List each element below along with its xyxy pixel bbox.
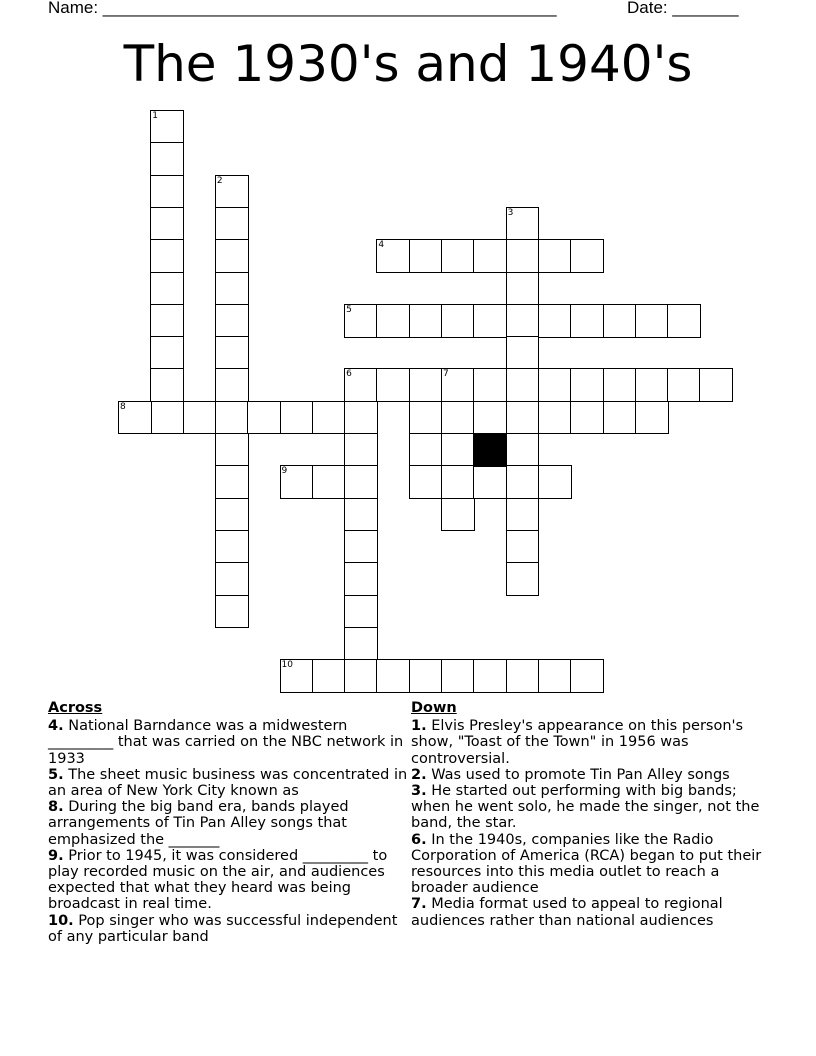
grid-cell[interactable]	[215, 465, 249, 499]
grid-cell[interactable]	[635, 368, 669, 402]
grid-cell[interactable]	[344, 401, 378, 435]
grid-cell[interactable]	[409, 304, 443, 338]
grid-cell[interactable]	[538, 401, 572, 435]
clue-number: 2	[216, 175, 223, 186]
grid-cell[interactable]	[150, 239, 184, 273]
grid-cell[interactable]	[150, 336, 184, 370]
grid-cell[interactable]	[538, 659, 572, 693]
grid-cell[interactable]	[538, 304, 572, 338]
grid-cell[interactable]	[215, 272, 249, 306]
grid-cell[interactable]	[473, 368, 507, 402]
grid-cell[interactable]	[344, 595, 378, 629]
grid-cell[interactable]	[441, 304, 475, 338]
grid-cell[interactable]	[376, 368, 410, 402]
grid-cell[interactable]	[118, 401, 152, 435]
clue-text: Elvis Presley's appearance on this person's show, "Toast of the Town" in 1956 was controversial.	[411, 718, 744, 767]
grid-cell[interactable]	[506, 368, 540, 402]
grid-cell[interactable]	[603, 401, 637, 435]
grid-cell[interactable]	[506, 207, 540, 241]
clue-label: 4.	[48, 718, 64, 735]
down-clue	[411, 783, 776, 832]
down-clue	[411, 767, 776, 783]
grid-cell[interactable]	[441, 368, 475, 402]
grid-cell[interactable]	[280, 659, 314, 693]
down-heading: Down	[411, 700, 457, 716]
grid-cell[interactable]	[215, 207, 249, 241]
clue-number: 4	[378, 240, 385, 251]
grid-cell[interactable]	[473, 304, 507, 338]
grid-cell[interactable]	[506, 272, 540, 306]
clue-text: National Barndance was a midwestern _________ that was carried on the NBC network in 1933	[48, 718, 404, 767]
grid-cell[interactable]	[570, 239, 604, 273]
grid-cell[interactable]	[603, 368, 637, 402]
grid-cell[interactable]	[409, 401, 443, 435]
across-clue	[48, 718, 410, 767]
grid-cell[interactable]	[280, 401, 314, 435]
grid-cell[interactable]	[344, 659, 378, 693]
grid-cell[interactable]	[570, 659, 604, 693]
grid-cell[interactable]	[441, 465, 475, 499]
grid-cell[interactable]	[376, 659, 410, 693]
clue-label: 5.	[48, 766, 64, 783]
clue-text: The sheet music business was concentrated in an area of New York City known as	[48, 766, 408, 800]
clue-label: 10.	[48, 912, 74, 929]
grid-cell[interactable]	[409, 659, 443, 693]
clue-text: Prior to 1945, it was considered _________ to play recorded music on the air, and audiences expected that what they heard was being broadcast in real time.	[48, 847, 388, 913]
grid-cell[interactable]	[150, 272, 184, 306]
grid-cell[interactable]	[506, 336, 540, 370]
clue-number: 5	[346, 304, 352, 315]
grid-cell[interactable]	[409, 465, 443, 499]
grid-cell[interactable]	[441, 239, 475, 273]
clue-number: 8	[120, 401, 126, 412]
grid-cell[interactable]	[150, 110, 184, 144]
clue-text: During the big band era, bands played arrangements of Tin Pan Alley songs that emphasized the _______	[48, 799, 349, 848]
clue-label: 2.	[411, 766, 427, 783]
date-field[interactable]: Date: _______	[627, 0, 739, 17]
grid-cell[interactable]	[312, 465, 346, 499]
name-field[interactable]: Name: ________________________________________________	[48, 0, 557, 17]
clue-label: 7.	[411, 896, 427, 913]
grid-cell[interactable]	[506, 530, 540, 564]
clue-text: He started out performing with big bands; when he went solo, he made the singer, not the band, the star.	[411, 783, 760, 832]
grid-cell[interactable]	[409, 433, 443, 467]
grid-cell[interactable]	[150, 175, 184, 209]
clue-text: Pop singer who was successful independent of any particular band	[48, 912, 398, 945]
across-heading: Across	[48, 700, 103, 716]
grid-cell[interactable]	[441, 498, 475, 532]
across-clue	[48, 767, 410, 799]
across-clue	[48, 913, 410, 945]
down-clues	[411, 700, 776, 929]
grid-cell[interactable]	[635, 304, 669, 338]
clue-text: Was used to promote Tin Pan Alley songs	[426, 766, 730, 783]
clue-label: 9.	[48, 847, 64, 864]
grid-cell[interactable]	[473, 401, 507, 435]
clue-number: 7	[443, 369, 449, 380]
grid-cell[interactable]	[506, 498, 540, 532]
grid-cell[interactable]	[344, 433, 378, 467]
page-title: The 1930's and 1940's	[123, 35, 693, 93]
grid-cell[interactable]	[506, 465, 540, 499]
clue-number: 1	[152, 111, 159, 121]
grid-cell[interactable]	[344, 368, 378, 402]
grid-cell[interactable]	[215, 401, 249, 435]
grid-cell[interactable]	[506, 304, 540, 338]
grid-cell[interactable]	[344, 498, 378, 532]
grid-cell[interactable]	[344, 304, 378, 338]
grid-cell[interactable]	[506, 659, 540, 693]
grid-cell[interactable]	[344, 465, 378, 499]
clue-text: In the 1940s, companies like the Radio Corporation of America (RCA) began to put their resources into this media outlet to reach a broader audience	[411, 831, 762, 897]
across-clue	[48, 799, 410, 848]
clue-number: 9	[281, 466, 288, 477]
grid-cell[interactable]	[570, 368, 604, 402]
grid-cell[interactable]	[409, 239, 443, 273]
grid-cell[interactable]	[667, 368, 701, 402]
blocked-cell	[473, 433, 507, 467]
grid-cell[interactable]	[215, 304, 249, 338]
grid-cell[interactable]	[473, 659, 507, 693]
grid-cell[interactable]	[603, 304, 637, 338]
grid-cell[interactable]	[312, 401, 346, 435]
clue-label: 1.	[411, 718, 427, 735]
clue-number: 6	[346, 369, 352, 380]
across-clue	[48, 848, 410, 913]
down-clue	[411, 718, 776, 767]
grid-cell[interactable]	[538, 465, 572, 499]
clue-label: 3.	[411, 783, 427, 800]
grid-cell[interactable]	[215, 498, 249, 532]
grid-cell[interactable]	[280, 465, 314, 499]
grid-cell[interactable]	[699, 368, 733, 402]
grid-cell[interactable]	[150, 401, 184, 435]
grid-cell[interactable]	[506, 401, 540, 435]
grid-cell[interactable]	[215, 562, 249, 596]
grid-cell[interactable]	[538, 368, 572, 402]
clue-label: 8.	[48, 799, 64, 816]
grid-cell[interactable]	[506, 433, 540, 467]
grid-cell[interactable]	[473, 465, 507, 499]
grid-cell[interactable]	[215, 239, 249, 273]
grid-cell[interactable]	[506, 239, 540, 273]
down-clue	[411, 832, 776, 897]
grid-cell[interactable]	[215, 595, 249, 629]
grid-cell[interactable]	[441, 401, 475, 435]
clue-label: 6.	[411, 831, 427, 848]
grid-cell[interactable]	[215, 530, 249, 564]
grid-cell[interactable]	[344, 530, 378, 564]
grid-cell[interactable]	[376, 239, 410, 273]
grid-cell[interactable]	[376, 304, 410, 338]
grid-cell[interactable]	[150, 368, 184, 402]
grid-cell[interactable]	[150, 207, 184, 241]
grid-cell[interactable]	[667, 304, 701, 338]
grid-cell[interactable]	[150, 142, 184, 176]
grid-cell[interactable]	[506, 562, 540, 596]
clue-number: 3	[507, 207, 514, 218]
grid-cell[interactable]	[215, 175, 249, 209]
grid-cell[interactable]	[312, 659, 346, 693]
grid-cell[interactable]	[247, 401, 281, 435]
grid-cell[interactable]	[473, 239, 507, 273]
clue-text: Media format used to appeal to regional audiences rather than national audiences	[411, 896, 723, 929]
grid-cell[interactable]	[150, 304, 184, 338]
grid-cell[interactable]	[215, 336, 249, 370]
grid-cell[interactable]	[215, 433, 249, 467]
grid-cell[interactable]	[183, 401, 217, 435]
grid-cell[interactable]	[570, 401, 604, 435]
grid-cell[interactable]	[344, 562, 378, 596]
grid-cell[interactable]	[409, 368, 443, 402]
across-clues	[48, 700, 410, 945]
clue-number: 10	[281, 660, 293, 671]
grid-cell[interactable]	[344, 627, 378, 661]
grid-cell[interactable]	[570, 304, 604, 338]
grid-cell[interactable]	[215, 368, 249, 402]
grid-cell[interactable]	[538, 239, 572, 273]
down-clue	[411, 896, 776, 928]
grid-cell[interactable]	[441, 659, 475, 693]
grid-cell[interactable]	[635, 401, 669, 435]
